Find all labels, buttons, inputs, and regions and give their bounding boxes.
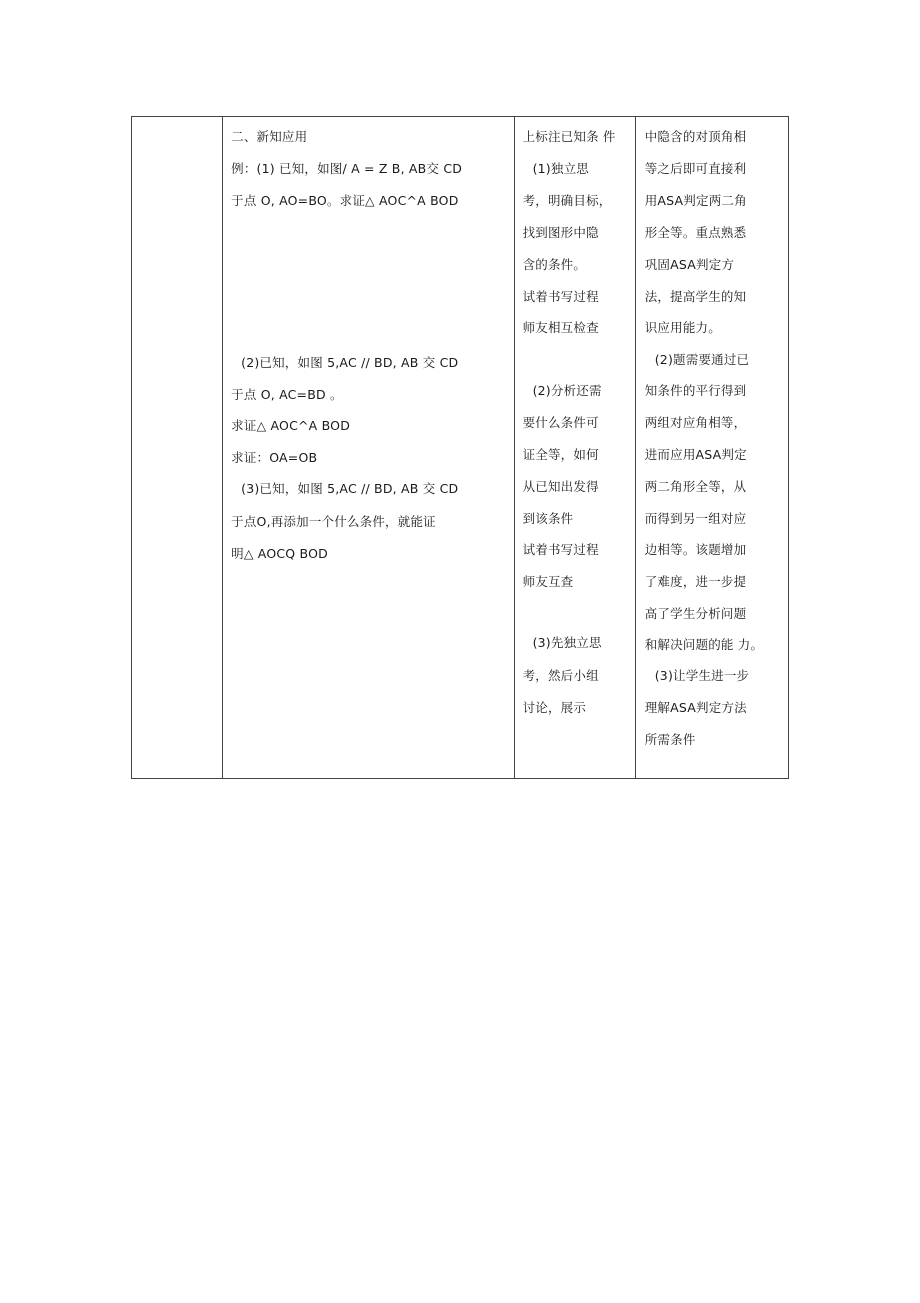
content-cell xyxy=(223,117,514,779)
activity-line: (2)分析还需 xyxy=(532,383,602,398)
activity-line: 从已知出发得 xyxy=(522,479,599,494)
activity-line: 找到图形中隐 xyxy=(522,225,599,240)
activity-line: (1)独立思 xyxy=(532,161,589,176)
table-row xyxy=(132,117,789,779)
activity-line: 到该条件 xyxy=(522,511,574,526)
example-2-line-1: (2)已知，如图 5,AC // BD, AB 交 CD xyxy=(241,355,459,370)
intent-line: (3)让学生进一步 xyxy=(654,668,750,683)
activity-line: 考，明确目标， xyxy=(522,193,612,208)
stage-cell xyxy=(132,117,223,779)
intent-line: 进而应用ASA判定 xyxy=(644,447,747,462)
intent-line: 形全等。重点熟悉 xyxy=(644,225,747,240)
activity-line: 师友互查 xyxy=(522,574,574,589)
example-2-line-4: 求证：OA=OB xyxy=(231,450,318,465)
intent-line: 巩固ASA判定方 xyxy=(644,257,735,272)
intent-line: 所需条件 xyxy=(644,732,696,747)
intent-line: 等之后即可直接利 xyxy=(644,161,747,176)
activity-line: 试着书写过程 xyxy=(522,542,599,557)
intent-line: 边相等。该题增加 xyxy=(644,542,747,557)
activity-line: 含的条件。 xyxy=(522,257,587,272)
intent-line: 识应用能力。 xyxy=(644,320,721,335)
activity-line: 考，然后小组 xyxy=(522,668,599,683)
lesson-plan-table xyxy=(131,116,789,779)
design-intent-cell xyxy=(635,117,788,779)
intent-line: 用ASA判定两二角 xyxy=(644,193,747,208)
example-1-line-1: 例：(1) 已知，如图/ A = Z B, AB交 CD xyxy=(231,161,463,176)
intent-line: 知条件的平行得到 xyxy=(644,383,747,398)
activity-line: 师友相互检查 xyxy=(522,320,599,335)
intent-line: 两二角形全等，从 xyxy=(644,479,747,494)
student-activity-cell xyxy=(514,117,635,779)
section-heading: 二、新知应用 xyxy=(231,129,308,144)
intent-line: 和解决问题的能 力。 xyxy=(644,637,764,652)
intent-line: 了难度，进一步提 xyxy=(644,574,747,589)
intent-line: 两组对应角相等， xyxy=(644,415,747,430)
example-2-line-3: 求证△ AOC^A BOD xyxy=(231,418,351,433)
activity-line: 要什么条件可 xyxy=(522,415,599,430)
example-1-line-2: 于点 O, AO=BO。求证△ AOC^A BOD xyxy=(231,193,459,208)
intent-line: 高了学生分析问题 xyxy=(644,606,747,621)
activity-line: 讨论，展示 xyxy=(522,700,587,715)
example-2-line-2: 于点 O, AC=BD 。 xyxy=(231,387,343,402)
example-3-line-3: 明△ AOCQ BOD xyxy=(231,546,328,561)
intent-line: 而得到另一组对应 xyxy=(644,511,747,526)
activity-line: 上标注已知条 件 xyxy=(522,129,616,144)
example-3-line-2: 于点O,再添加一个什么条件，就能证 xyxy=(231,514,436,529)
intent-line: 法，提高学生的知 xyxy=(644,289,747,304)
example-3-line-1: (3)已知，如图 5,AC // BD, AB 交 CD xyxy=(241,481,459,496)
activity-line: (3)先独立思 xyxy=(532,635,602,650)
intent-line: 理解ASA判定方法 xyxy=(644,700,747,715)
intent-line: (2)题需要通过已 xyxy=(654,352,750,367)
activity-line: 证全等，如何 xyxy=(522,447,599,462)
activity-line: 试着书写过程 xyxy=(522,289,599,304)
intent-line: 中隐含的对顶角相 xyxy=(644,129,747,144)
